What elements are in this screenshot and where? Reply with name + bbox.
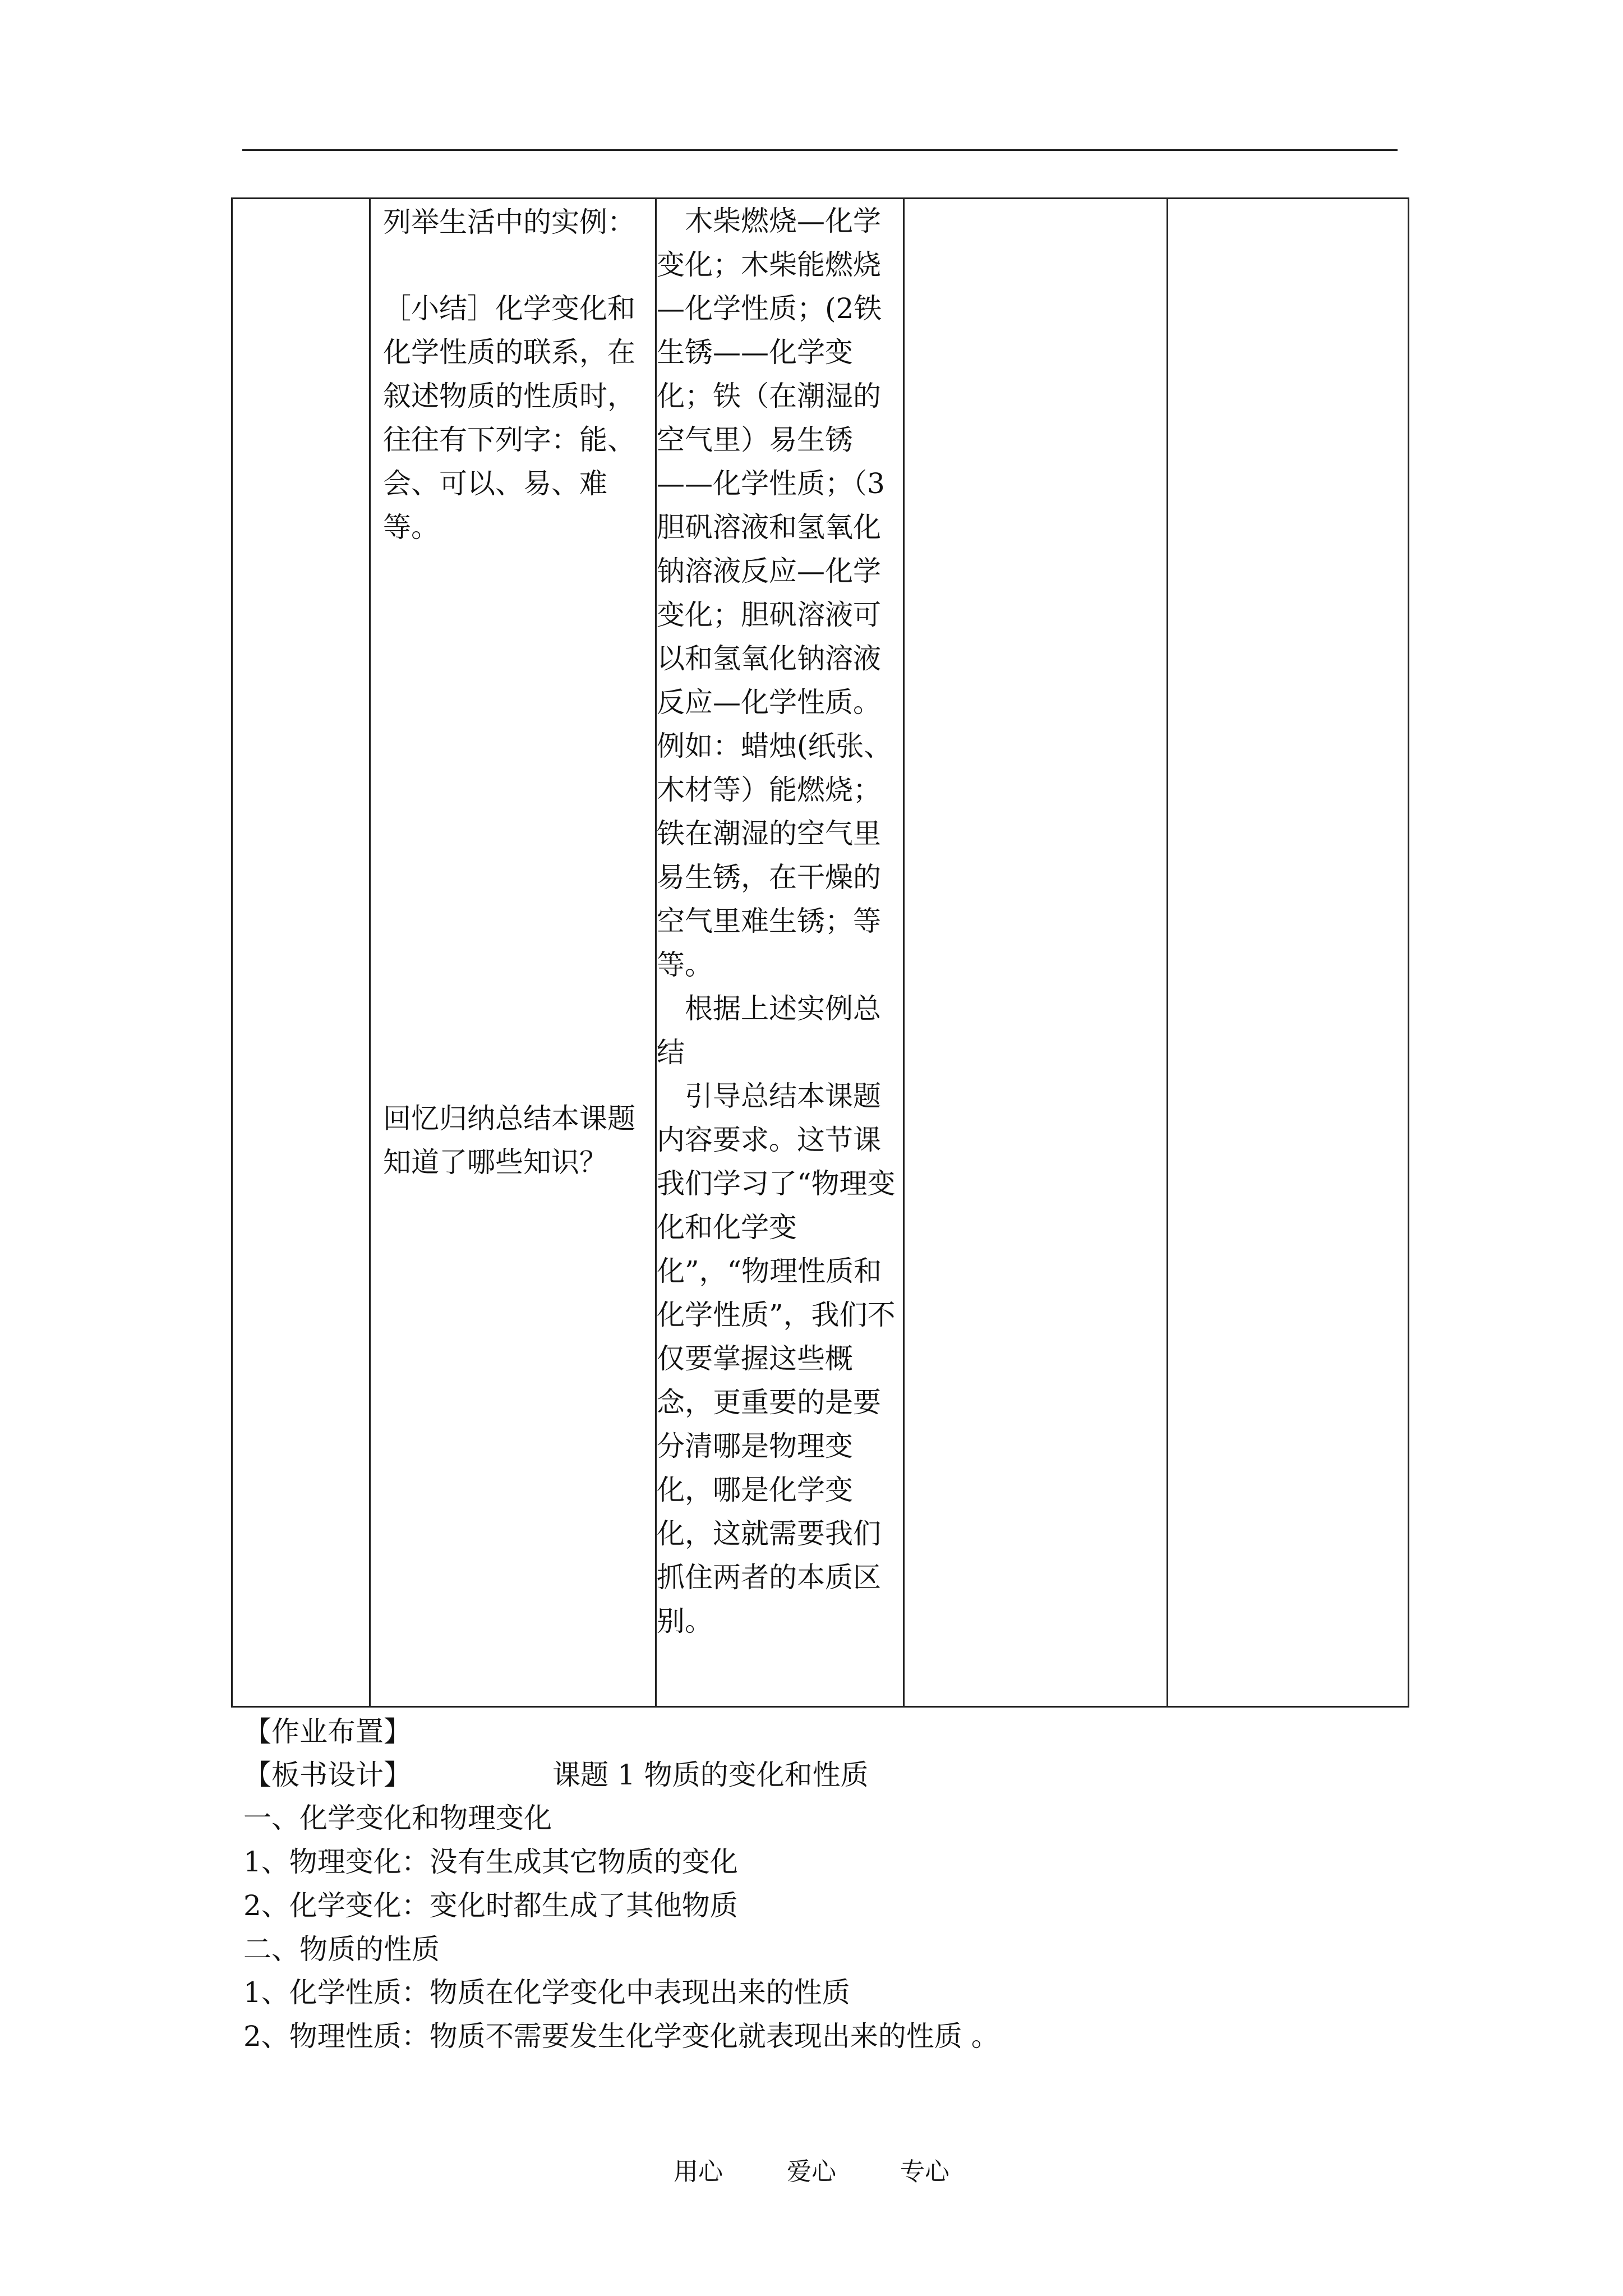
board-line: 二、物质的性质 (243, 1933, 440, 1966)
board-line: 一、化学变化和物理变化 (243, 1802, 552, 1834)
teacher-activity-cell (370, 199, 656, 1707)
footer-text: 爱心 (787, 2157, 836, 2186)
student-example-list: 例如：蜡烛(纸张、木材等）能燃烧；铁在潮湿的空气里易生锈，在干燥的空气里难生锈；等等。 (657, 730, 892, 981)
student-summary: 引导总结本课题内容要求。这节课我们学习了“物理变化和化学变化”，“物理性质和化学性质”，我们不仅要掌握这些概念，更重要的是要分清哪是物理变化，哪是化学变化，这就需要我们抓住两者的本质区别。 (657, 1080, 896, 1637)
student-activity-cell (656, 199, 904, 1707)
student-examples: 木柴燃烧—化学变化；木柴能燃烧—化学性质；(2铁生锈——化学变化；铁（在潮湿的空气里）易生锈——化学性质；（3胆矾溶液和氢氧化钠溶液反应—化学变化；胆矾溶液可以和氢氧化钠溶液反应—化学性质。 (657, 205, 885, 719)
lesson-table (231, 197, 1409, 1708)
teacher-prompt-examples: 列举生活中的实例： (383, 206, 635, 238)
board-line: 2、化学变化：变化时都生成了其他物质 (243, 1889, 738, 1922)
stage-cell (232, 199, 370, 1707)
notes-cell (1168, 199, 1409, 1707)
footer-text: 用心 (674, 2157, 723, 2186)
board-line: 1、化学性质：物质在化学变化中表现出来的性质 (243, 1976, 850, 2009)
board-line: 2、物理性质：物质不需要发生化学变化就表现出来的性质 。 (243, 2020, 999, 2053)
header-rule (242, 149, 1398, 151)
footer-text: 专心 (900, 2157, 949, 2186)
board-line: 1、物理变化：没有生成其它物质的变化 (243, 1846, 738, 1878)
board-design-heading: 【板书设计】 (243, 1759, 412, 1791)
homework-heading: 【作业布置】 (243, 1715, 412, 1748)
page-footer (0, 2156, 1623, 2188)
student-conclusion: 根据上述实例总结 (657, 992, 881, 1069)
board-design-title: 课题 1 物质的变化和性质 (552, 1759, 869, 1791)
teacher-review-question: 回忆归纳总结本课题知道了哪些知识？ (383, 1102, 635, 1179)
design-intent-cell (904, 199, 1168, 1707)
teacher-summary: ［小结］化学变化和化学性质的联系，在叙述物质的性质时，往往有下列字：能、会、可以、易、难等。 (383, 292, 635, 544)
